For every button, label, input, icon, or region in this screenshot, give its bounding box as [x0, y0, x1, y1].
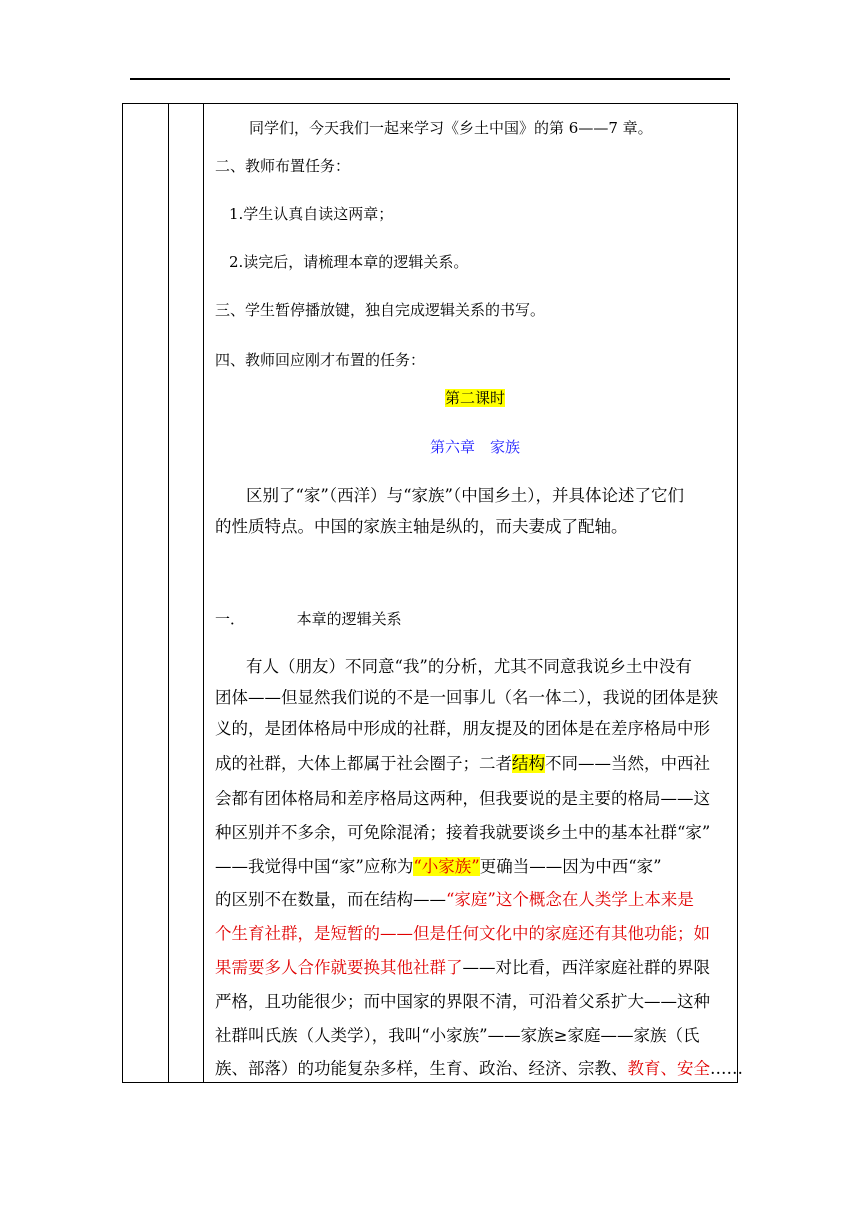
step-teacher-response: 四、教师回应刚才布置的任务：: [215, 351, 426, 369]
body-line: [215, 851, 662, 882]
lesson-title: [215, 387, 735, 408]
body-text: ——我觉得中国“家”应称为: [215, 857, 414, 876]
highlight-small-clan: “小家族”: [413, 857, 480, 876]
body-line: 义的，是团体格局中形成的社群，朋友提及的团体是在差序格局中形: [215, 719, 710, 738]
body-line: [215, 952, 710, 983]
body-line: 团体——但显然我们说的不是一回事儿（名一体二），我说的团体是狭: [215, 688, 719, 707]
body-text-red: 果需要多人合作就要换其他社群了: [215, 958, 463, 977]
task-item-2: 2.读完后，请梳理本章的逻辑关系。: [229, 253, 469, 271]
summary-line-2: 的性质特点。中国的家族主轴是纵的，而夫妻成了配轴。: [215, 517, 628, 536]
chapter-title: 第六章 家族: [429, 438, 520, 456]
body-line: 有人（朋友）不同意“我”的分析，尤其不同意我说乡土中没有: [246, 657, 692, 676]
body-line: 严格，且功能很少；而中国家的界限不清，可沿着父系扩大——这种: [215, 992, 710, 1011]
task-item-1: 1.学生认真自读这两章；: [229, 205, 394, 223]
column-divider-1: [168, 104, 169, 1082]
body-line: [215, 1053, 743, 1084]
header-rule: [130, 78, 730, 80]
body-line-red: 个生育社群，是短暂的——但是任何文化中的家庭还有其他功能；如: [215, 924, 710, 943]
column-divider-2: [203, 104, 204, 1082]
body-line: 会都有团体格局和差序格局这两种，但我要说的是主要的格局——这: [215, 789, 710, 808]
step-assign-task: 二、教师布置任务：: [215, 157, 351, 175]
body-text: 成的社群，大体上都属于社会圈子；二者: [215, 754, 512, 773]
summary-line-1: 区别了“家”（西洋）与“家族”（中国乡土），并具体论述了它们: [246, 486, 684, 505]
body-line: [215, 884, 694, 915]
body-line: [215, 748, 710, 779]
step-student-writing: 三、学生暂停播放键，独自完成逻辑关系的书写。: [215, 301, 546, 319]
section-title: 本章的逻辑关系: [296, 610, 402, 628]
body-text-red: “家庭”这个概念在人类学上本来是: [446, 890, 694, 909]
body-text: 族、部落）的功能复杂多样，生育、政治、经济、宗教、: [215, 1059, 628, 1078]
body-text: 不同——当然，中西社: [545, 754, 710, 773]
body-text-red: 教育、安全: [627, 1059, 710, 1078]
section-heading: [215, 608, 402, 629]
highlight-structure: 结构: [512, 754, 545, 773]
lesson-title-text: 第二课时: [444, 389, 505, 407]
body-text: 更确当——因为中西“家”: [479, 857, 662, 876]
body-line: 种区别并不多余，可免除混淆；接着我就要谈乡土中的基本社群“家”: [215, 823, 711, 842]
body-text: ……: [710, 1059, 743, 1078]
section-number: 一．: [215, 610, 246, 628]
body-text: 的区别不在数量，而在结构——: [215, 890, 446, 909]
body-text: ——对比看，西洋家庭社群的界限: [462, 958, 710, 977]
body-line: 社群叫氏族（人类学），我叫“小家族”——家族≥家庭——家族（氏: [215, 1026, 700, 1045]
intro-line: 同学们，今天我们一起来学习《乡土中国》的第 6——7 章。: [249, 119, 653, 137]
